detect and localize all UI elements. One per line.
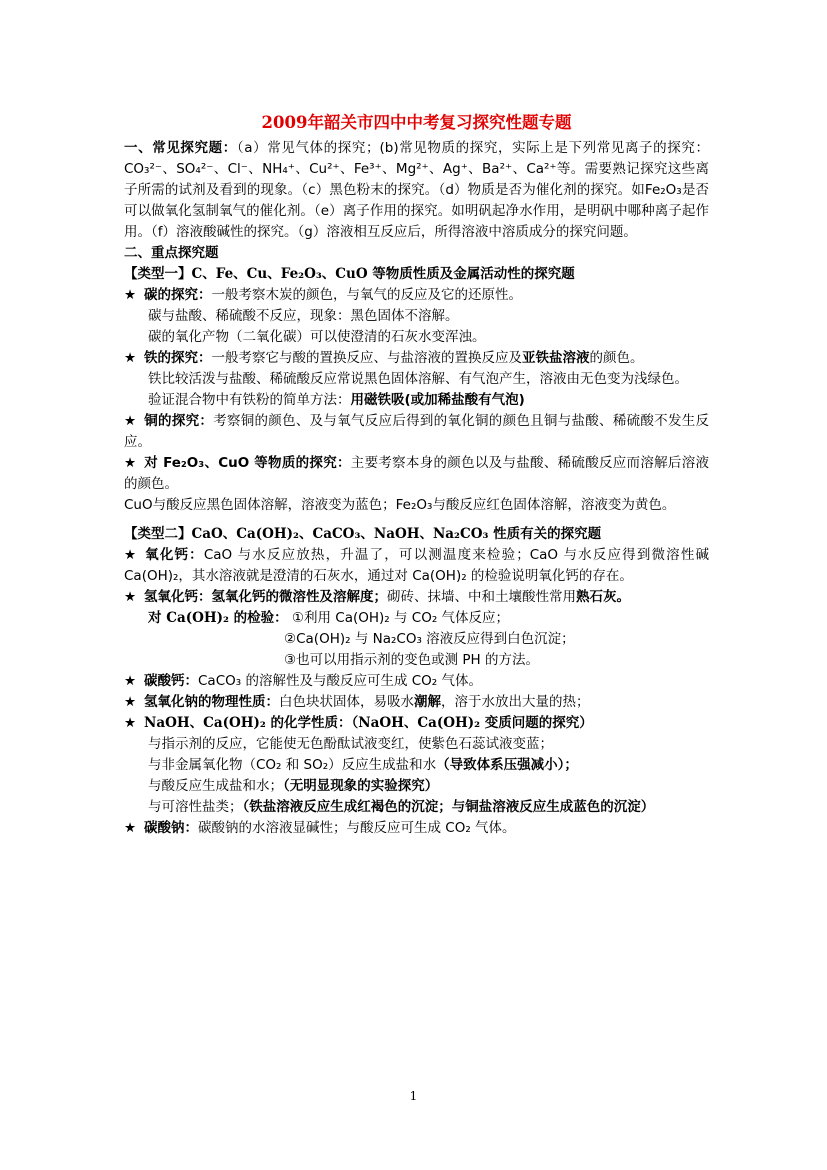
- iron-line-3-text: 验证混合物中有铁粉的简单方法：: [148, 392, 351, 408]
- chem-line-2-text: 与非金属氧化物（CO₂ 和 SO₂）反应生成盐和水: [148, 757, 437, 773]
- chem-line-3: [124, 776, 709, 797]
- cao-item: [124, 545, 709, 587]
- chem-line-4-b: （铁盐溶液: [242, 799, 304, 815]
- check-label: 对 Ca(OH)₂ 的检验：: [148, 610, 288, 626]
- type2-heading: 【类型二】CaO、Ca(OH)₂、CaCO₃、NaOH、Na₂CO₃ 性质有关的探究题: [124, 526, 602, 542]
- iron-label: 铁的探究：: [144, 350, 212, 366]
- oxide-line-2: CuO与酸反应黑色固体溶解，溶液变为蓝色；Fe₂O₃与酸反应红色固体溶解，溶液变为黄色。: [124, 497, 676, 513]
- section-heading: 一、常见探究题：: [124, 140, 237, 156]
- carbon-label: 碳的探究：: [144, 287, 212, 303]
- naoh-phys-bold: 潮解: [414, 694, 441, 710]
- naoh-phys-tail: ，溶于水放出大量的热；: [441, 694, 590, 710]
- chem-item: [124, 713, 709, 734]
- section-key-inquiry-heading: 二、重点探究题: [124, 245, 219, 261]
- cao-text: CaO 与水反应放热，升温了，可以测温度来检验；CaO 与水反应得到微溶性碱 Ca(OH)₂，其水溶液就是澄清的石灰水，通过对 Ca(OH)₂ 的检验说明氧化钙的存在。: [124, 547, 710, 584]
- na2co3-text: 碳酸钠的水溶液显碱性；与酸反应可生成 CO₂ 气体。: [198, 820, 516, 836]
- copper-text: 考察铜的颜色、及与氧气反应后得到的氧化铜的颜色且铜与盐酸、稀硫酸不发生反应。: [124, 413, 710, 450]
- caco3-label: 碳酸钙：: [144, 673, 198, 689]
- iron-bold: 亚铁盐溶液: [522, 350, 590, 366]
- chem-line-4-f: 反应生成: [519, 799, 574, 815]
- chem-line-4-d: 红褐色的沉淀；与: [357, 799, 466, 815]
- chem-line-3-text: 与酸反应生成盐和水；: [148, 778, 283, 794]
- chem-line-4-c: 反应生成: [303, 799, 358, 815]
- chem-line-4-e: 铜盐溶液: [465, 799, 520, 815]
- star-icon: ★: [124, 694, 137, 710]
- star-icon: ★: [124, 287, 137, 303]
- check-3: ③也可以用指示剂的变色或测 PH 的方法。: [284, 652, 539, 668]
- naoh-phys-text: 白色块状固体，易吸水: [279, 694, 414, 710]
- caoh-text: 砌砖、抹墙、中和土壤酸性常用: [387, 589, 576, 605]
- check-2: ②Ca(OH)₂ 与 Na₂CO₃ 溶液反应得到白色沉淀；: [284, 631, 575, 647]
- star-icon: ★: [124, 350, 137, 366]
- check-1: ①利用 Ca(OH)₂ 与 CO₂ 气体反应；: [291, 610, 510, 626]
- chem-line-2: [124, 755, 709, 776]
- chem-line-4-g: 蓝色的沉淀）: [573, 799, 655, 815]
- iron-line-2: 铁比较活泼与盐酸、稀硫酸反应常说黑色固体溶解、有气泡产生，溶液由无色变为浅绿色。: [148, 371, 688, 387]
- carbon-line-3: 碳的氧化产物（二氧化碳）可以使澄清的石灰水变浑浊。: [148, 329, 486, 345]
- caco3-item: [124, 671, 709, 692]
- oxide-text: 主要考察本身的颜色以及与盐酸、稀硫酸反应而溶解后溶液的颜色。: [124, 455, 709, 492]
- chem-line-2-bold: （导致体系压强减小）；: [436, 757, 578, 773]
- chem-line-3-bold: （无明显现象的实验探究）: [283, 778, 439, 794]
- chem-line-4: [124, 797, 709, 818]
- star-icon: ★: [124, 455, 137, 471]
- caoh-bold: 熟石灰。: [576, 589, 630, 605]
- carbon-item: [124, 285, 709, 306]
- caoh-label: 氢氧化钙：氢氧化钙的微溶性及溶解度；: [144, 589, 387, 605]
- carbon-text: 一般考察木炭的颜色，与氧气的反应及它的还原性。: [211, 287, 522, 303]
- iron-item: [124, 348, 709, 369]
- caco3-text: CaCO₃ 的溶解性及与酸反应可生成 CO₂ 气体。: [198, 673, 483, 689]
- copper-label: 铜的探究：: [144, 413, 214, 429]
- chem-line-4-a: 与可溶性盐类；: [148, 799, 243, 815]
- type1-heading: 【类型一】C、Fe、Cu、Fe₂O₃、CuO 等物质性质及金属活动性的探究题: [124, 266, 575, 282]
- cao-label: 氧化钙：: [144, 547, 204, 563]
- caoh-check: [124, 608, 709, 629]
- star-icon: ★: [124, 820, 137, 836]
- page-number: 1: [409, 1089, 418, 1103]
- iron-text: 一般考察它与酸的置换反应、与盐溶液的置换反应及: [211, 350, 522, 366]
- chem-label: NaOH、Ca(OH)₂ 的化学性质：（NaOH、Ca(OH)₂ 变质问题的探究）: [144, 715, 593, 731]
- oxide-label: 对 Fe₂O₃、CuO 等物质的探究：: [144, 455, 351, 471]
- na2co3-label: 碳酸钠：: [144, 820, 198, 836]
- oxide-item: [124, 453, 709, 495]
- star-icon: ★: [124, 715, 137, 731]
- section-common-inquiry: [124, 138, 709, 243]
- iron-line-3: [124, 390, 709, 411]
- naoh-phys-item: [124, 692, 709, 713]
- caoh-item: [124, 587, 709, 608]
- star-icon: ★: [124, 589, 137, 605]
- iron-tail: 的颜色。: [589, 350, 644, 366]
- document-title: 2009年韶关市四中中考复习探究性题专题: [261, 113, 572, 132]
- carbon-line-2: 碳与盐酸、稀硫酸不反应，现象：黑色固体不溶解。: [148, 308, 459, 324]
- na2co3-item: [124, 818, 709, 839]
- chem-line-1: 与指示剂的反应，它能使无色酚酞试液变红，使紫色石蕊试液变蓝；: [148, 736, 553, 752]
- section-body: （a）常见气体的探究；(b)常见物质的探究，实际上是下列常见离子的探究：CO₃²⁻、SO₄²⁻、Cl⁻、NH₄⁺、Cu²⁺、Fe³⁺、Mg²⁺、Ag⁺、Ba²⁺、Ca²⁺等。需要熟记探究这些离子所需的试剂及看到的现象。（c）黑色粉末的探究。（d）物质是否为催化剂的探究。如Fe₂O₃是否可以做氧化氢制氧气的催化剂。（e）离子作用的探究。如明矾起净水作用，是明矾中哪种离子起作用。（f）溶液酸碱性的探究。（g）溶液相互反应后，所得溶液中溶质成分的探究问题。: [124, 140, 709, 240]
- copper-item: [124, 411, 709, 453]
- naoh-phys-label: 氢氧化钠的物理性质：: [144, 694, 279, 710]
- document-page: [124, 112, 709, 839]
- star-icon: ★: [124, 547, 137, 563]
- iron-line-3-bold: 用磁铁吸(或加稀盐酸有气泡): [350, 392, 525, 408]
- star-icon: ★: [124, 413, 137, 429]
- star-icon: ★: [124, 673, 137, 689]
